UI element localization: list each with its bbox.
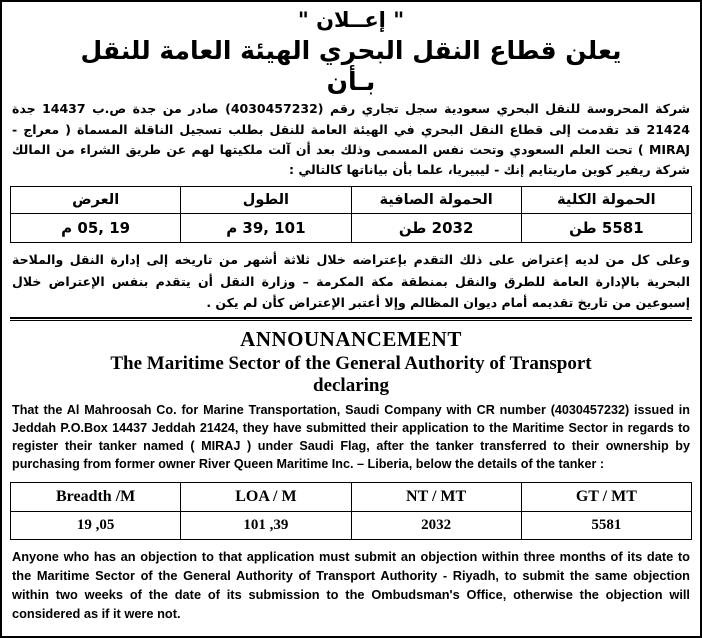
english-col-header-nt: NT / MT [351, 482, 521, 511]
document-inner [2, 2, 700, 623]
english-value-nt: 2032 [351, 511, 521, 539]
table-row [11, 187, 692, 214]
table-row [11, 482, 692, 511]
arabic-col-header-breadth: العرض [11, 187, 181, 214]
english-subheading-line2: declaring [313, 374, 389, 396]
arabic-title-line2: بـأن [326, 66, 376, 96]
english-body-paragraph: That the Al Mahroosah Co. for Marine Transportation, Saudi Company with CR number (4030457232) issued in Jeddah P.O.Box 14437 Jeddah 21424, they have submitted their application to the Maritime Sector in regards to register their tanker named ( MIRAJ ) under Saudi Flag, after the tanker transferred to their ownership by purchasing from former owner River Queen Maritime Inc. – Liberia, below the details of the tanker : [12, 402, 690, 472]
english-subheading-line1: The Maritime Sector of the General Authority of Transport [110, 353, 592, 374]
english-value-gt: 5581 [521, 511, 691, 539]
arabic-title-line1: يعلن قطاع النقل البحري الهيئة العامة للنقل [80, 36, 622, 65]
arabic-table-body [11, 214, 692, 243]
english-col-header-breadth: Breadth /M [11, 482, 181, 511]
english-table-body [11, 511, 692, 539]
arabic-value-gross-tonnage: 5581 طن [521, 214, 691, 243]
english-table-head [11, 482, 692, 511]
section-divider-thick [10, 317, 692, 319]
table-row [11, 214, 692, 243]
arabic-vessel-details-table [10, 186, 692, 243]
arabic-value-breadth: 19 ,05 م [11, 214, 181, 243]
arabic-col-header-length: الطول [181, 187, 351, 214]
section-divider-thin [10, 320, 692, 321]
english-col-header-loa: LOA / M [181, 482, 351, 511]
arabic-objection-paragraph: وعلى كل من لديه إعتراض على ذلك التقدم بإعتراضه خلال ثلاثة أشهر من تاريخه إلى إدارة النقل والملاحة البحرية بالإدارة العامة للطرق والنقل بمنطقة مكة المكرمة – وزارة النقل أن يتقدم بنفس الإعتراض خلال إسبوعين من تاريخ تقديمه أمام ديوان المظالم وإلا أعتبر الإعتراض كأن لم يكن . [12, 252, 690, 310]
arabic-value-length: 101 ,39 م [181, 214, 351, 243]
arabic-table-head [11, 187, 692, 214]
english-objection-paragraph: Anyone who has an objection to that application must submit an objection within three months of its date to the Maritime Sector of the General Authority of Transport Authority - Riyadh, to submit the same objection within two weeks of the date of its submission to the Ombudsman's Office, otherwise the objection will considered as if it were not. [12, 548, 690, 622]
english-value-loa: 101 ,39 [181, 511, 351, 539]
table-row [11, 511, 692, 539]
arabic-col-header-net-tonnage: الحمولة الصافية [351, 187, 521, 214]
arabic-col-header-gross-tonnage: الحمولة الكلية [521, 187, 691, 214]
english-col-header-gt: GT / MT [521, 482, 691, 511]
english-heading: ANNOUNANCEMENT [240, 327, 462, 351]
arabic-body-paragraph: شركة المحروسة للنقل البحري سعودية سجل تجاري رقم (4030457232) صادر من جدة ص.ب 14437 جدة 21424 قد تقدمت إلى قطاع النقل البحري في الهيئة العامة للنقل بطلب تسجيل الناقلة المسماة ( معراج - MIRAJ ) تحت العلم السعودي وتحت نفس المسمى وذلك بعد أن آلت ملكيتها لهم عن طريق الشراء من المالك شركة ريفير كوين ماريتايم إنك - ليبيريا، علما بأن بياناتها كالتالي : [12, 101, 690, 177]
english-subheading [10, 353, 692, 397]
arabic-value-net-tonnage: 2032 طن [351, 214, 521, 243]
english-vessel-details-table [10, 482, 692, 540]
arabic-section [10, 8, 692, 313]
arabic-quote-heading: " إعــلان " [297, 8, 405, 32]
english-section [10, 327, 692, 623]
english-value-breadth: 19 ,05 [11, 511, 181, 539]
